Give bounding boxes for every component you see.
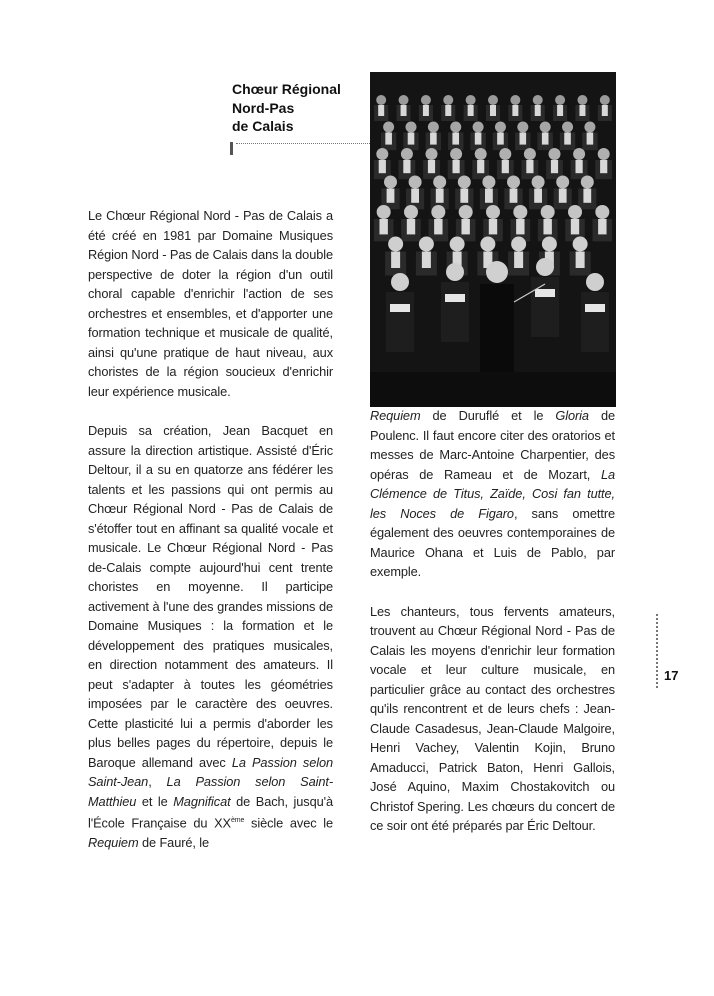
heading-line-2: Nord-Pas bbox=[232, 99, 295, 116]
right-column bbox=[370, 406, 615, 836]
section-heading bbox=[232, 80, 372, 136]
paragraph-founding: Le Chœur Régional Nord - Pas de Calais a été créé en 1981 par Domaine Musiques Région Nord - Pas de Calais dans la double perspective de doter la région d'un outil choral capable d'enrichir l'action de ses orchestres et ensembles, et d'apporter une formation technique et musicale de qualité, ainsi qu'une pratique de haut niveau, aux choristes de la région soucieux d'enrichir leur expérience musicale. bbox=[88, 208, 333, 399]
heading-rule-mark bbox=[230, 142, 233, 155]
heading-line-3: de Calais bbox=[232, 118, 294, 134]
paragraph-direction: Depuis sa création, Jean Bacquet en assure la direction artistique. Assisté d'Éric Deltour, il a su en quatorze ans fédérer les talents et les passions qui ont permis au Chœur Régional Nord - Pas de Calais de s'étoffer tout en affinant sa qualité vocale et musicale. Le Chœur Régional Nord - Pas de-Calais compte aujourd'hui cent trente choristes en moyenne. Il participe activement à l'une des grandes missions de Domaine Musiques : la formation et le développement des pratiques musicales, en direction notamment des amateurs. Il peut s'adapter à toutes les géométries imposées par le caractère des oeuvres. Cette plasticité lui a permis d'aborder les plus belles pages du répertoire, depuis le Baroque allemand avec La Passion selon Saint-Jean, La Passion selon Saint-Matthieu et le Magnificat de Bach, jusqu'à l'École Française du XXème siècle avec le Requiem de Fauré, le bbox=[88, 423, 334, 850]
page-side-mark bbox=[656, 614, 662, 688]
choir-photo bbox=[370, 72, 616, 407]
paragraph-singers: Les chanteurs, tous fervents amateurs, trouvent au Chœur Régional Nord - Pas de Calais les moyens d'enrichir leur formation vocale et leur culture musicale, en particulier grâce au contact des orchestres qu'ils rencontrent et de leurs chefs : Jean-Claude Casadesus, Jean-Claude Malgoire, Henri Vachey, Valentin Kojin, Bruno Amaducci, Patrick Baton, Henri Gallois, José Aquino, Maxim Chostakovitch ou Christof Spering. Les chœurs du concert de ce soir ont été préparés par Éric Deltour. bbox=[370, 603, 615, 833]
left-column bbox=[88, 206, 333, 852]
choir-photo-icon bbox=[370, 72, 616, 407]
heading-line-1: Chœur Régional bbox=[232, 81, 341, 97]
paragraph-repertoire: Requiem de Duruflé et le Gloria de Poulenc. Il faut encore citer des oratorios et messes de Marc-Antoine Charpentier, des opéras de Rameau et de Mozart, La Clémence de Titus, Zaïde, Cosi fan tutte, les Noces de Figaro, sans omettre également des oeuvres contemporaines de Maurice Ohana et Luis de Pablo, par exemple. bbox=[370, 408, 615, 579]
heading-rule-line bbox=[236, 143, 370, 144]
page-number: 17 bbox=[664, 668, 679, 683]
